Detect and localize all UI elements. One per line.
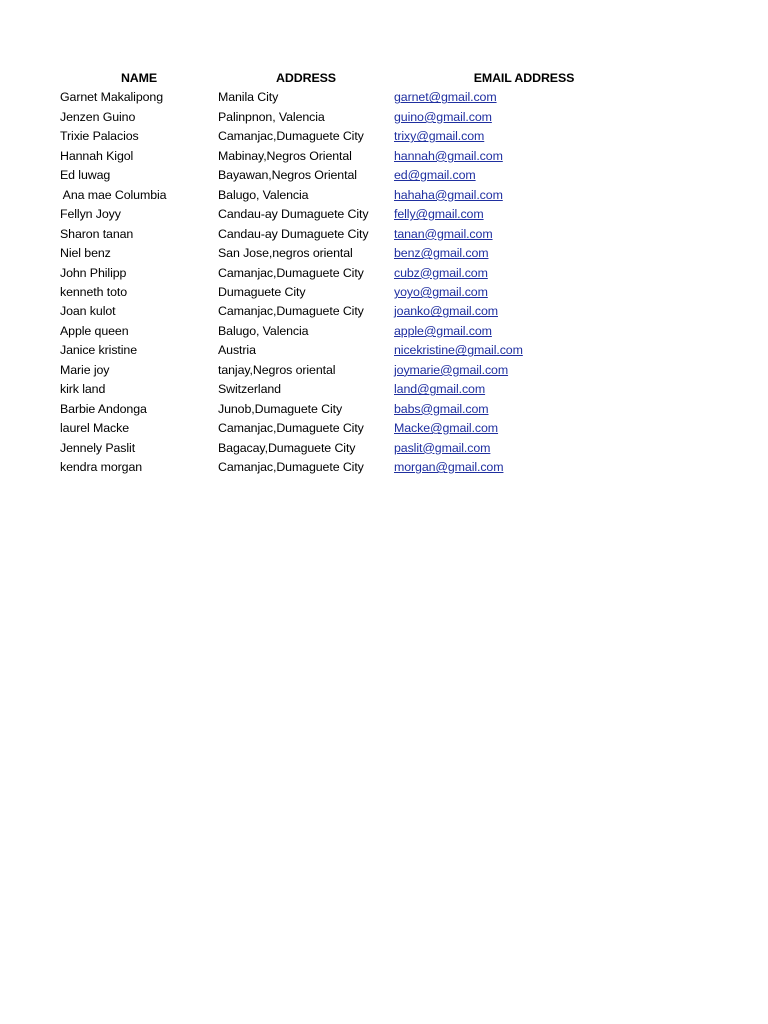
contact-name: Trixie Palacios <box>60 129 139 144</box>
contact-name: Fellyn Joyy <box>60 207 121 222</box>
contacts-table <box>60 69 654 478</box>
contact-address: Bayawan,Negros Oriental <box>218 168 357 183</box>
contact-email-cell <box>394 341 654 360</box>
contact-email-cell <box>394 225 654 244</box>
email-link[interactable]: nicekristine@gmail.com <box>394 343 523 358</box>
contact-email-cell <box>394 361 654 380</box>
table-row <box>60 127 654 146</box>
table-row <box>60 380 654 399</box>
column-header-email: EMAIL ADDRESS <box>473 71 575 85</box>
table-row <box>60 302 654 321</box>
contact-address: Camanjac,Dumaguete City <box>218 304 364 319</box>
contact-name: Jennely Paslit <box>60 440 136 455</box>
email-link[interactable]: joymarie@gmail.com <box>394 362 509 377</box>
contact-email-cell <box>394 166 654 185</box>
contact-name: Jenzen Guino <box>60 109 136 124</box>
column-header-address: ADDRESS <box>276 71 336 85</box>
contact-address: Switzerland <box>218 382 281 397</box>
contact-name: kendra morgan <box>60 460 143 475</box>
contact-name: Sharon tanan <box>60 226 134 241</box>
email-link[interactable]: cubz@gmail.com <box>394 265 488 280</box>
table-row <box>60 244 654 263</box>
email-link[interactable]: morgan@gmail.com <box>394 460 504 475</box>
email-link[interactable]: tanan@gmail.com <box>394 226 493 241</box>
contact-email-cell <box>394 419 654 438</box>
contact-name: kirk land <box>60 382 106 397</box>
contact-name: Barbie Andonga <box>60 401 147 416</box>
contact-email-cell <box>394 439 654 458</box>
table-row <box>60 205 654 224</box>
contact-email-cell <box>394 380 654 399</box>
table-row <box>60 108 654 127</box>
email-link[interactable]: benz@gmail.com <box>394 246 489 261</box>
table-row <box>60 419 654 438</box>
contact-email-cell <box>394 147 654 166</box>
contact-name: Ana mae Columbia <box>60 187 167 202</box>
table-row <box>60 166 654 185</box>
email-link[interactable]: joanko@gmail.com <box>394 304 498 319</box>
table-row <box>60 439 654 458</box>
contact-address: Candau-ay Dumaguete City <box>218 207 369 222</box>
table-row <box>60 400 654 419</box>
contact-email-cell <box>394 264 654 283</box>
contact-email-cell <box>394 302 654 321</box>
table-row <box>60 341 654 360</box>
contact-name: kenneth toto <box>60 284 128 299</box>
table-row <box>60 264 654 283</box>
contact-name: laurel Macke <box>60 421 130 436</box>
contact-address: Balugo, Valencia <box>218 323 309 338</box>
contact-name: Apple queen <box>60 323 129 338</box>
contact-email-cell <box>394 400 654 419</box>
contact-name: John Philipp <box>60 265 127 280</box>
email-link[interactable]: hahaha@gmail.com <box>394 187 503 202</box>
email-link[interactable]: hannah@gmail.com <box>394 148 503 163</box>
table-body <box>60 88 654 477</box>
contact-address: Austria <box>218 343 256 358</box>
header-row <box>60 69 654 88</box>
table-header <box>60 69 654 88</box>
contact-email-cell <box>394 283 654 302</box>
table-row <box>60 361 654 380</box>
contact-address: Camanjac,Dumaguete City <box>218 129 364 144</box>
contact-address: Camanjac,Dumaguete City <box>218 421 364 436</box>
contact-email-cell <box>394 205 654 224</box>
contact-address: Camanjac,Dumaguete City <box>218 265 364 280</box>
email-link[interactable]: guino@gmail.com <box>394 109 492 124</box>
contact-email-cell <box>394 322 654 341</box>
contact-address: Manila City <box>218 90 279 105</box>
contact-address: tanjay,Negros oriental <box>218 362 336 377</box>
contact-email-cell <box>394 88 654 107</box>
contact-name: Garnet Makalipong <box>60 90 163 105</box>
contact-address: Bagacay,Dumaguete City <box>218 440 356 455</box>
table-row <box>60 147 654 166</box>
contact-name: Hannah Kigol <box>60 148 134 163</box>
contact-email-cell <box>394 108 654 127</box>
contact-email-cell <box>394 127 654 146</box>
contact-address: Balugo, Valencia <box>218 187 309 202</box>
contact-email-cell <box>394 244 654 263</box>
email-link[interactable]: felly@gmail.com <box>394 207 484 222</box>
email-link[interactable]: Macke@gmail.com <box>394 421 499 436</box>
contact-address: Palinpnon, Valencia <box>218 109 325 124</box>
column-header-name: NAME <box>120 71 158 85</box>
table-row <box>60 322 654 341</box>
contact-address: Dumaguete City <box>218 284 306 299</box>
table-row <box>60 458 654 477</box>
email-link[interactable]: trixy@gmail.com <box>394 129 485 144</box>
contact-email-cell <box>394 186 654 205</box>
email-link[interactable]: yoyo@gmail.com <box>394 284 488 299</box>
table-row <box>60 225 654 244</box>
email-link[interactable]: paslit@gmail.com <box>394 440 491 455</box>
contact-name: Ed luwag <box>60 168 111 183</box>
contact-name: Marie joy <box>60 362 110 377</box>
contact-name: Janice kristine <box>60 343 138 358</box>
contact-address: San Jose,negros oriental <box>218 246 353 261</box>
email-link[interactable]: babs@gmail.com <box>394 401 489 416</box>
contact-address: Candau-ay Dumaguete City <box>218 226 369 241</box>
table-row <box>60 283 654 302</box>
email-link[interactable]: apple@gmail.com <box>394 323 492 338</box>
table-row <box>60 88 654 107</box>
email-link[interactable]: land@gmail.com <box>394 382 486 397</box>
contact-name: Joan kulot <box>60 304 116 319</box>
contact-address: Camanjac,Dumaguete City <box>218 460 364 475</box>
table-row <box>60 186 654 205</box>
contact-email-cell <box>394 458 654 477</box>
contact-name: Niel benz <box>60 246 111 261</box>
email-link[interactable]: ed@gmail.com <box>394 168 476 183</box>
contact-address: Junob,Dumaguete City <box>218 401 343 416</box>
contact-address: Mabinay,Negros Oriental <box>218 148 352 163</box>
email-link[interactable]: garnet@gmail.com <box>394 90 497 105</box>
